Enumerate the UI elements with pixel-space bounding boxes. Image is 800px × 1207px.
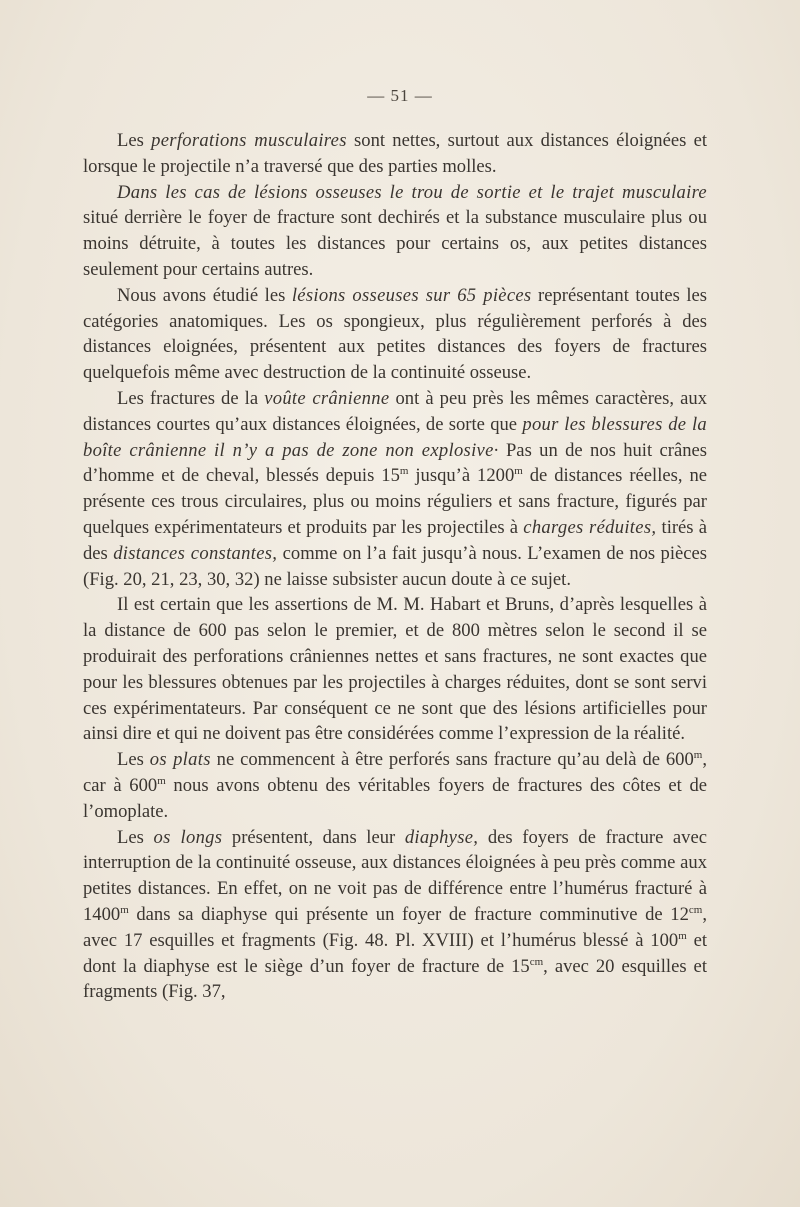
text-run: dans sa diaphyse qui présente un foyer de fracture comminutive de 12 <box>128 903 689 925</box>
text-run: de distances réelles, ne présente ces trous circulaires, plus ou moins réguliers et sans fracture, figurés par quelques expérimentateurs et produits par les projectiles à <box>83 465 707 538</box>
italic-phrase: distances constantes, <box>113 542 278 564</box>
paragraph <box>83 825 707 1006</box>
text-run: jusqu’à 1200 <box>408 465 515 487</box>
paragraph <box>83 386 707 592</box>
text-run: Pas un de nos huit crânes d’homme et de cheval, blessés depuis 15 <box>83 439 707 487</box>
paragraph <box>83 180 707 283</box>
text-run: Nous avons étudié les <box>117 284 292 306</box>
italic-phrase: voûte crânienne <box>264 387 390 409</box>
unit-superscript: m <box>157 774 166 787</box>
paragraph <box>83 128 707 180</box>
text-run: , avec 20 esquilles et fragments (Fig. 37, <box>83 955 707 1003</box>
unit-superscript: m <box>120 903 129 916</box>
italic-phrase: lésions osseuses sur 65 pièces <box>291 284 532 306</box>
unit-superscript: m <box>693 748 703 761</box>
text-run: Les fractures de la <box>117 387 265 409</box>
text-run: situé derrière le foyer de fracture sont dechirés et la substance musculaire plus ou moins détruite, à toutes les distances pour certains os, aux petites distances seulement pour certains autres. <box>83 207 707 280</box>
unit-superscript: cm <box>688 903 703 916</box>
body-text <box>83 128 707 1005</box>
text-run: Les <box>117 749 150 771</box>
paragraph <box>83 283 707 386</box>
unit-superscript: m <box>399 465 409 478</box>
text-run: des foyers de fracture avec interruption de la continuité osseuse, aux distances éloignées à peu près comme aux petites distances. En effet, on ne voit pas de différence entre l’humérus fracturé à 1400 <box>83 826 707 925</box>
paragraph <box>83 592 707 747</box>
text-run: Il est certain que les assertions de M. M. Habart et Bruns, d’après lesquelles à la distance de 600 pas selon le premier, et de 800 mètres selon le second il se produirait des perforations crâniennes nettes et sans fractures, ne sont exactes que pour les blessures obtenues par les projectiles à charges réduites, dont se sont servi ces expérimentateurs. Par conséquent ce ne sont que des lésions artificielles pour ainsi dire et qui ne doivent pas être considérées comme l’expression de la réalité. <box>83 594 707 745</box>
text-run: sont nettes, surtout aux distances éloignées et lorsque le projectile n’a traversé que des parties molles. <box>83 130 708 177</box>
unit-superscript: cm <box>529 955 544 968</box>
unit-superscript: m <box>514 465 523 478</box>
text-run: Les <box>117 826 154 848</box>
text-run: ont à peu près les mêmes caractères, aux distances courtes qu’aux distances éloignées, de sorte que <box>83 387 707 435</box>
page-number: — 51 — <box>367 86 433 105</box>
unit-superscript: m <box>678 929 687 942</box>
paragraph <box>83 747 707 824</box>
italic-phrase: Dans les cas de lésions osseuses le trou de sortie et le trajet musculaire <box>117 181 707 203</box>
text-run: Les <box>117 130 152 151</box>
italic-phrase: charges réduites, <box>523 516 657 538</box>
text-run: , car à 600 <box>83 749 707 796</box>
text-run: comme on l’a fait jusqu’à nous. L’examen de nos pièces (Fig. 20, 21, 23, 30, 32) ne laisse subsister aucun doute à ce sujet. <box>83 542 708 590</box>
italic-phrase: perforations musculaires <box>151 130 347 151</box>
italic-phrase: os longs <box>153 826 223 848</box>
text-run: ne commencent à être perforés sans fracture qu’au delà de 600 <box>210 749 694 771</box>
italic-phrase: pour les blessures de la boîte crânienne il n’y a pas de zone non explosive· <box>83 413 708 461</box>
text-run: présentent, dans leur <box>222 826 405 848</box>
italic-phrase: diaphyse, <box>404 826 479 848</box>
text-run: tirés à des <box>83 516 707 564</box>
text-run: et dont la diaphyse est le siège d’un foyer de fracture de 15 <box>83 929 707 977</box>
italic-phrase: os plats <box>149 749 211 771</box>
text-run: représentant toutes les catégories anatomiques. Les os spongieux, plus régulièrement perforés à des distances eloignées, présentent aux petites distances des foyers de fractures quelquefois même avec destruction de la continuité osseuse. <box>83 284 707 384</box>
text-run: nous avons obtenu des véritables foyers de fractures des côtes et de l’omoplate. <box>83 774 707 822</box>
text-run: , avec 17 esquilles et fragments (Fig. 48. Pl. XVIII) et l’humérus blessé à 100 <box>83 903 707 951</box>
